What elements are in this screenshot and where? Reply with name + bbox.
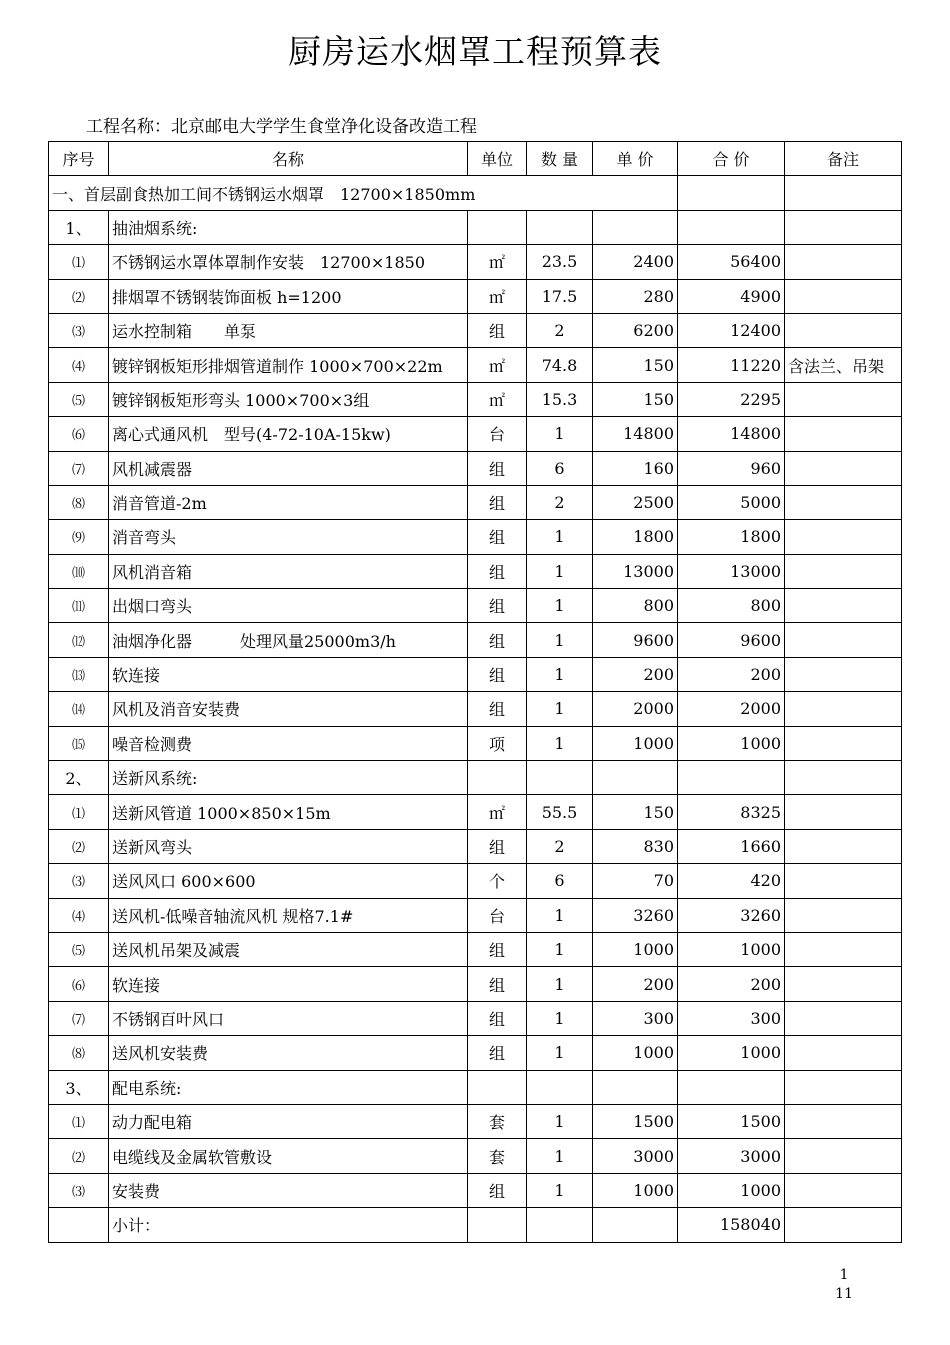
item-name: 出烟口弯头	[109, 589, 468, 623]
item-name: 安装费	[109, 1173, 468, 1207]
item-unit: ㎡	[468, 382, 527, 416]
item-total-price: 300	[678, 1001, 785, 1035]
item-quantity: 1	[527, 932, 593, 966]
item-unit: 组	[468, 485, 527, 519]
item-unit-price: 150	[593, 382, 678, 416]
header-unit: 单位	[468, 142, 527, 176]
group-name: 送新风系统:	[109, 761, 468, 795]
item-unit: ㎡	[468, 279, 527, 313]
item-quantity: 74.8	[527, 348, 593, 382]
table-row	[49, 829, 902, 863]
table-row	[49, 1104, 902, 1138]
item-unit: 组	[468, 829, 527, 863]
item-index: ⑷	[49, 898, 109, 932]
project-name: 工程名称：北京邮电大学学生食堂净化设备改造工程	[86, 117, 477, 137]
item-unit: ㎡	[468, 795, 527, 829]
table-row	[49, 313, 902, 347]
page-title: 厨房运水烟罩工程预算表	[288, 32, 662, 71]
item-index: ⑺	[49, 451, 109, 485]
item-quantity: 1	[527, 589, 593, 623]
item-note	[785, 1001, 902, 1035]
item-total-price: 12400	[678, 313, 785, 347]
item-name: 离心式通风机 型号(4-72-10A-15kw)	[109, 417, 468, 451]
item-quantity: 2	[527, 485, 593, 519]
page-number	[835, 1266, 853, 1304]
item-name: 电缆线及金属软管敷设	[109, 1139, 468, 1173]
empty-cell	[785, 761, 902, 795]
table-row	[49, 898, 902, 932]
item-index: ⒁	[49, 692, 109, 726]
item-unit-price: 300	[593, 1001, 678, 1035]
empty-cell	[468, 1070, 527, 1104]
item-index: ⑻	[49, 1036, 109, 1070]
table-row	[49, 520, 902, 554]
item-unit: 组	[468, 1173, 527, 1207]
empty-cell	[593, 1070, 678, 1104]
item-total-price: 1660	[678, 829, 785, 863]
item-note	[785, 1104, 902, 1138]
item-index: ⑽	[49, 554, 109, 588]
item-quantity: 1	[527, 520, 593, 554]
subtotal-row	[49, 1208, 902, 1242]
item-note: 含法兰、吊架	[785, 348, 902, 382]
item-total-price: 2295	[678, 382, 785, 416]
table-row	[49, 623, 902, 657]
item-name: 送新风弯头	[109, 829, 468, 863]
table-row	[49, 382, 902, 416]
item-unit: 台	[468, 898, 527, 932]
item-name: 不锈钢百叶风口	[109, 1001, 468, 1035]
item-unit: 组	[468, 313, 527, 347]
item-note	[785, 864, 902, 898]
group-name: 抽油烟系统:	[109, 210, 468, 244]
item-index: ⑹	[49, 417, 109, 451]
empty-cell	[678, 1070, 785, 1104]
item-note	[785, 967, 902, 1001]
item-quantity: 55.5	[527, 795, 593, 829]
item-unit-price: 200	[593, 967, 678, 1001]
item-quantity: 1	[527, 1173, 593, 1207]
item-quantity: 1	[527, 657, 593, 691]
empty-cell	[527, 210, 593, 244]
table-row	[49, 932, 902, 966]
empty-cell	[468, 1208, 527, 1242]
item-name: 油烟净化器 处理风量25000m3/h	[109, 623, 468, 657]
item-total-price: 1000	[678, 1036, 785, 1070]
item-total-price: 9600	[678, 623, 785, 657]
subtotal-label: 小计：	[109, 1208, 468, 1242]
item-total-price: 1500	[678, 1104, 785, 1138]
table-body	[49, 176, 902, 1242]
item-total-price: 1000	[678, 1173, 785, 1207]
empty-cell	[785, 1070, 902, 1104]
item-unit: 套	[468, 1104, 527, 1138]
item-unit-price: 3000	[593, 1139, 678, 1173]
table-row	[49, 589, 902, 623]
table-row	[49, 1036, 902, 1070]
section-header: 一、首层副食热加工间不锈钢运水烟罩 12700×1850mm	[49, 176, 678, 210]
item-quantity: 1	[527, 554, 593, 588]
item-index: ⑶	[49, 313, 109, 347]
item-index: ⑸	[49, 932, 109, 966]
item-total-price: 56400	[678, 245, 785, 279]
item-index: ⑵	[49, 1139, 109, 1173]
item-quantity: 6	[527, 864, 593, 898]
item-unit-price: 9600	[593, 623, 678, 657]
item-unit: 组	[468, 967, 527, 1001]
table-row	[49, 554, 902, 588]
item-unit-price: 150	[593, 795, 678, 829]
item-total-price: 3000	[678, 1139, 785, 1173]
empty-cell	[468, 761, 527, 795]
table-row	[49, 692, 902, 726]
item-unit: 台	[468, 417, 527, 451]
group-row	[49, 210, 902, 244]
item-index: ⑵	[49, 829, 109, 863]
table-header-row	[49, 142, 902, 176]
item-quantity: 1	[527, 1001, 593, 1035]
item-total-price: 200	[678, 967, 785, 1001]
item-name: 镀锌钢板矩形排烟管道制作 1000×700×22m	[109, 348, 468, 382]
empty-cell	[678, 761, 785, 795]
item-quantity: 17.5	[527, 279, 593, 313]
group-row	[49, 1070, 902, 1104]
item-index: ⑴	[49, 245, 109, 279]
item-quantity: 1	[527, 898, 593, 932]
table-row	[49, 348, 902, 382]
item-note	[785, 554, 902, 588]
empty-cell	[527, 1070, 593, 1104]
table-row	[49, 864, 902, 898]
item-total-price: 1000	[678, 932, 785, 966]
empty-cell	[527, 761, 593, 795]
table-row	[49, 1001, 902, 1035]
item-unit: 项	[468, 726, 527, 760]
header-total-price: 合 价	[678, 142, 785, 176]
item-quantity: 1	[527, 692, 593, 726]
item-total-price: 200	[678, 657, 785, 691]
item-index: ⑵	[49, 279, 109, 313]
item-total-price: 1000	[678, 726, 785, 760]
item-unit-price: 6200	[593, 313, 678, 347]
item-quantity: 2	[527, 829, 593, 863]
item-note	[785, 313, 902, 347]
item-note	[785, 1173, 902, 1207]
subtotal-value: 158040	[678, 1208, 785, 1242]
item-index: ⑹	[49, 967, 109, 1001]
item-unit: 个	[468, 864, 527, 898]
item-unit-price: 1000	[593, 932, 678, 966]
header-unit-price: 单 价	[593, 142, 678, 176]
empty-cell	[678, 210, 785, 244]
item-quantity: 1	[527, 623, 593, 657]
item-unit-price: 70	[593, 864, 678, 898]
item-total-price: 13000	[678, 554, 785, 588]
item-unit-price: 150	[593, 348, 678, 382]
item-name: 软连接	[109, 657, 468, 691]
item-total-price: 2000	[678, 692, 785, 726]
item-unit: 组	[468, 623, 527, 657]
item-note	[785, 279, 902, 313]
item-name: 送风机安装费	[109, 1036, 468, 1070]
item-name: 噪音检测费	[109, 726, 468, 760]
item-name: 消音管道-2m	[109, 485, 468, 519]
item-index: ⑻	[49, 485, 109, 519]
item-unit-price: 1000	[593, 726, 678, 760]
item-index: ⑷	[49, 348, 109, 382]
item-note	[785, 245, 902, 279]
item-name: 消音弯头	[109, 520, 468, 554]
table-row	[49, 1173, 902, 1207]
item-name: 排烟罩不锈钢装饰面板 h=1200	[109, 279, 468, 313]
item-note	[785, 382, 902, 416]
item-name: 送风机吊架及减震	[109, 932, 468, 966]
item-index: ⑶	[49, 1173, 109, 1207]
budget-table	[48, 141, 902, 1243]
item-unit-price: 14800	[593, 417, 678, 451]
empty-cell	[785, 210, 902, 244]
empty-cell	[593, 761, 678, 795]
item-unit-price: 1500	[593, 1104, 678, 1138]
item-quantity: 1	[527, 417, 593, 451]
item-name: 风机减震器	[109, 451, 468, 485]
item-unit: ㎡	[468, 245, 527, 279]
item-name: 软连接	[109, 967, 468, 1001]
item-quantity: 6	[527, 451, 593, 485]
item-total-price: 4900	[678, 279, 785, 313]
item-note	[785, 692, 902, 726]
table-row	[49, 967, 902, 1001]
item-total-price: 1800	[678, 520, 785, 554]
section-header-row	[49, 176, 902, 210]
item-total-price: 5000	[678, 485, 785, 519]
page-number-total: 11	[835, 1286, 853, 1302]
table-row	[49, 245, 902, 279]
item-total-price: 11220	[678, 348, 785, 382]
item-index: ⑿	[49, 623, 109, 657]
item-quantity: 1	[527, 1104, 593, 1138]
item-index: ⑸	[49, 382, 109, 416]
item-total-price: 960	[678, 451, 785, 485]
item-index: ⒀	[49, 657, 109, 691]
empty-cell	[49, 1208, 109, 1242]
page-number-current: 1	[839, 1267, 849, 1283]
item-unit: 组	[468, 657, 527, 691]
item-index: ⒂	[49, 726, 109, 760]
item-index: ⑶	[49, 864, 109, 898]
item-name: 运水控制箱 单泵	[109, 313, 468, 347]
item-unit: 组	[468, 1036, 527, 1070]
item-total-price: 800	[678, 589, 785, 623]
table-row	[49, 451, 902, 485]
table-row	[49, 279, 902, 313]
group-index: 3、	[49, 1070, 109, 1104]
item-name: 风机及消音安装费	[109, 692, 468, 726]
group-name: 配电系统:	[109, 1070, 468, 1104]
item-unit: 组	[468, 451, 527, 485]
group-index: 2、	[49, 761, 109, 795]
item-note	[785, 932, 902, 966]
item-name: 送风机-低噪音轴流风机 规格7.1#	[109, 898, 468, 932]
item-unit-price: 280	[593, 279, 678, 313]
item-note	[785, 485, 902, 519]
item-note	[785, 623, 902, 657]
item-unit-price: 200	[593, 657, 678, 691]
table-row	[49, 417, 902, 451]
item-index: ⑴	[49, 795, 109, 829]
item-name: 镀锌钢板矩形弯头 1000×700×3组	[109, 382, 468, 416]
item-unit: ㎡	[468, 348, 527, 382]
item-note	[785, 589, 902, 623]
table-row	[49, 726, 902, 760]
item-unit: 组	[468, 932, 527, 966]
header-quantity: 数 量	[527, 142, 593, 176]
item-unit-price: 160	[593, 451, 678, 485]
item-note	[785, 795, 902, 829]
table-row	[49, 795, 902, 829]
item-index: ⑺	[49, 1001, 109, 1035]
item-quantity: 2	[527, 313, 593, 347]
item-unit-price: 800	[593, 589, 678, 623]
item-note	[785, 417, 902, 451]
item-name: 风机消音箱	[109, 554, 468, 588]
item-quantity: 1	[527, 1036, 593, 1070]
item-unit-price: 2400	[593, 245, 678, 279]
item-name: 送风风口 600×600	[109, 864, 468, 898]
item-unit-price: 13000	[593, 554, 678, 588]
empty-cell	[468, 210, 527, 244]
empty-cell	[593, 1208, 678, 1242]
item-unit-price: 1000	[593, 1173, 678, 1207]
item-note	[785, 898, 902, 932]
item-unit-price: 2500	[593, 485, 678, 519]
item-unit-price: 1000	[593, 1036, 678, 1070]
item-index: ⑼	[49, 520, 109, 554]
item-unit: 组	[468, 554, 527, 588]
item-name: 动力配电箱	[109, 1104, 468, 1138]
item-quantity: 1	[527, 726, 593, 760]
item-unit-price: 830	[593, 829, 678, 863]
item-note	[785, 1036, 902, 1070]
empty-cell	[527, 1208, 593, 1242]
item-quantity: 1	[527, 1139, 593, 1173]
item-total-price: 8325	[678, 795, 785, 829]
group-index: 1、	[49, 210, 109, 244]
item-total-price: 3260	[678, 898, 785, 932]
item-unit-price: 2000	[593, 692, 678, 726]
item-note	[785, 520, 902, 554]
item-note	[785, 657, 902, 691]
item-note	[785, 1139, 902, 1173]
item-index: ⑾	[49, 589, 109, 623]
item-name: 不锈钢运水罩体罩制作安装 12700×1850	[109, 245, 468, 279]
item-index: ⑴	[49, 1104, 109, 1138]
item-note	[785, 451, 902, 485]
item-unit: 套	[468, 1139, 527, 1173]
item-note	[785, 726, 902, 760]
item-total-price: 14800	[678, 417, 785, 451]
table-row	[49, 657, 902, 691]
empty-cell	[593, 210, 678, 244]
item-note	[785, 829, 902, 863]
item-unit: 组	[468, 589, 527, 623]
item-unit: 组	[468, 520, 527, 554]
header-index: 序号	[49, 142, 109, 176]
empty-cell	[785, 1208, 902, 1242]
item-unit: 组	[468, 1001, 527, 1035]
item-total-price: 420	[678, 864, 785, 898]
item-unit-price: 1800	[593, 520, 678, 554]
table-row	[49, 1139, 902, 1173]
header-note: 备注	[785, 142, 902, 176]
item-unit-price: 3260	[593, 898, 678, 932]
header-name: 名称	[109, 142, 468, 176]
item-quantity: 23.5	[527, 245, 593, 279]
item-name: 送新风管道 1000×850×15m	[109, 795, 468, 829]
group-row	[49, 761, 902, 795]
item-quantity: 1	[527, 967, 593, 1001]
item-unit: 组	[468, 692, 527, 726]
item-quantity: 15.3	[527, 382, 593, 416]
table-row	[49, 485, 902, 519]
